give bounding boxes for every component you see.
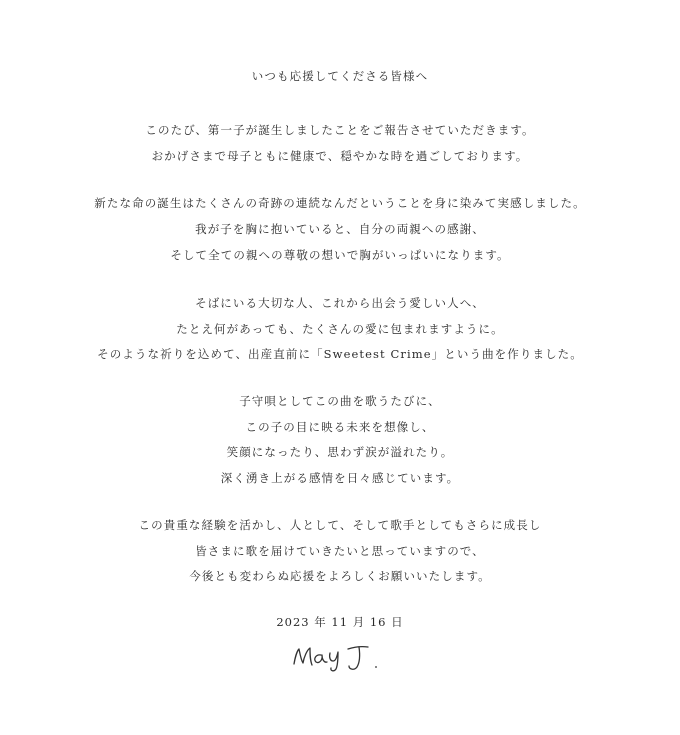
paragraph-2-line-2: 我が子を胸に抱いていると、自分の両親への感謝、 <box>195 222 485 236</box>
paragraph-5-line-3: 今後とも変わらぬ応援をよろしくお願いいたします。 <box>189 569 491 583</box>
paragraph-4-line-4: 深く湧き上がる感情を日々感じています。 <box>220 471 460 485</box>
paragraph-1-line-2: おかげさまで母子ともに健康で、穏やかな時を過ごしております。 <box>151 149 529 163</box>
paragraph-3-line-2: たとえ何があっても、たくさんの愛に包まれますように。 <box>176 322 504 336</box>
greeting: いつも応援してくださる皆様へ <box>251 69 429 83</box>
paragraph-2-line-1: 新たな命の誕生はたくさんの奇跡の連続なんだということを身に染みて実感しました。 <box>94 196 586 210</box>
paragraph-4-line-1: 子守唄としてこの曲を歌うたびに、 <box>239 394 441 408</box>
letter-date: 2023 年 11 月 16 日 <box>276 615 404 629</box>
paragraph-1-line-1: このたび、第一子が誕生しましたことをご報告させていただきます。 <box>145 123 535 137</box>
paragraph-3-line-1: そばにいる大切な人、これから出会う愛しい人へ、 <box>195 296 485 310</box>
handwritten-signature <box>288 638 392 674</box>
paragraph-4-line-2: この子の目に映る未来を想像し、 <box>245 420 435 434</box>
paragraph-5-line-1: この貴重な経験を活かし、人として、そして歌手としてもさらに成長し <box>138 518 542 532</box>
paragraph-5-line-2: 皆さまに歌を届けていきたいと思っていますので、 <box>195 544 485 558</box>
paragraph-4-line-3: 笑顔になったり、思わず涙が溢れたり。 <box>226 445 454 459</box>
paragraph-2-line-3: そして全ての親への尊敬の想いで胸がいっぱいになります。 <box>170 248 510 262</box>
paragraph-3-line-3: そのような祈りを込めて、出産直前に「Sweetest Crime」という曲を作りました。 <box>97 347 583 361</box>
